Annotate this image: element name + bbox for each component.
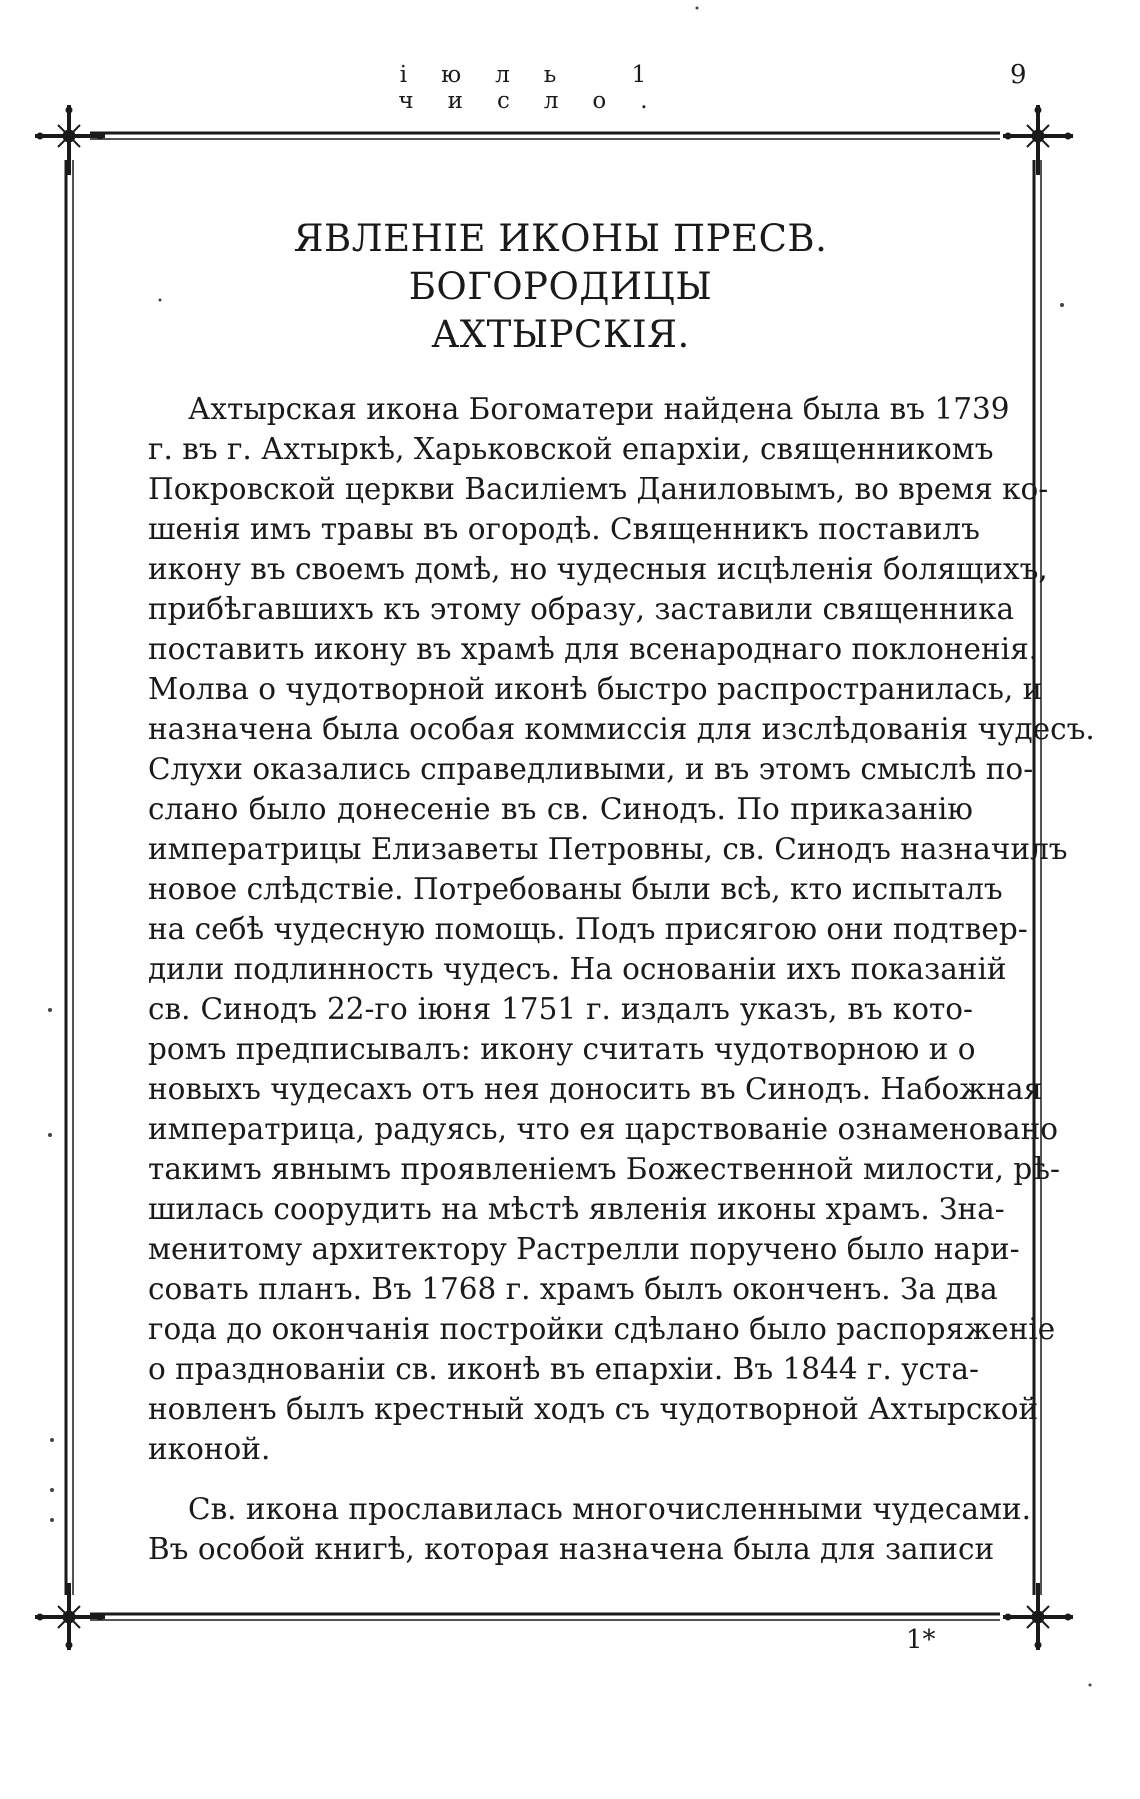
article: [148, 215, 1095, 1569]
text-line: императрица, радуясь, что ея царствованіе ознаменовано: [148, 1112, 1059, 1146]
text-line: Св. икона прославилась многочисленными чудесами.: [188, 1492, 1031, 1526]
article-title: [148, 215, 973, 359]
corner-ornament-top-right: [1003, 105, 1073, 175]
text-line: менитому архитектору Растрелли поручено было нари-: [148, 1232, 1020, 1266]
text-line: г. въ г. Ахтыркѣ, Харьковской епархіи, священникомъ: [148, 432, 994, 466]
text-line: шилась соорудить на мѣстѣ явленія иконы храмъ. Зна-: [148, 1192, 1005, 1226]
text-line: Ахтырская икона Богоматери найдена была въ 1739: [188, 392, 1010, 426]
text-line: Слухи оказались справедливыми, и въ этомъ смыслѣ по-: [148, 752, 1034, 786]
text-line: дили подлинность чудесъ. На основаніи ихъ показаній: [148, 952, 1007, 986]
text-line: совать планъ. Въ 1768 г. храмъ былъ оконченъ. За два: [148, 1272, 998, 1306]
text-line: слано было донесеніе въ св. Синодъ. По приказанію: [148, 792, 973, 826]
text-line: новленъ былъ крестный ходъ съ чудотворной Ахтырской: [148, 1392, 1039, 1426]
text-line: императрицы Елизаветы Петровны, св. Синодъ назначилъ: [148, 832, 1068, 866]
text-line: такимъ явнымъ проявленіемъ Божественной милости, рѣ-: [148, 1152, 1060, 1186]
text-line: иконой.: [148, 1432, 271, 1466]
title-line: АХТЫРСКІЯ.: [431, 313, 690, 356]
text-line: поставить икону въ храмѣ для всенароднаго поклоненія.: [148, 632, 1039, 666]
text-line: новыхъ чудесахъ отъ нея доносить въ Синодъ. Набожная: [148, 1072, 1043, 1106]
text-line: икону въ своемъ домѣ, но чудесныя исцѣленія болящихъ,: [148, 552, 1048, 586]
text-line: прибѣгавшихъ къ этому образу, заставили священника: [148, 592, 1015, 626]
text-line: года до окончанія постройки сдѣлано было распоряженіе: [148, 1312, 1056, 1346]
title-line: ЯВЛЕНІЕ ИКОНЫ ПРЕСВ. БОГОРОДИЦЫ: [293, 217, 828, 308]
paragraph-2: [148, 1489, 1031, 1569]
text-line: Въ особой книгѣ, которая назначена была для записи: [148, 1532, 995, 1566]
running-head: іюль 1 число.: [398, 62, 682, 114]
text-line: новое слѣдствіе. Потребованы были всѣ, кто испыталъ: [148, 872, 1003, 906]
text-line: ромъ предписывалъ: икону считать чудотворною и о: [148, 1032, 976, 1066]
paragraph-1: [148, 389, 1095, 1469]
corner-ornament-bottom-right: [1003, 1583, 1073, 1650]
text-line: Покровской церкви Василіемъ Даниловымъ, во время ко-: [148, 472, 1049, 506]
text-line: св. Синодъ 22-го іюня 1751 г. издалъ указъ, въ кото-: [148, 992, 973, 1026]
text-line: шенія имъ травы въ огородѣ. Священникъ поставилъ: [148, 512, 980, 546]
text-line: на себѣ чудесную помощь. Подъ присягою они подтвер-: [148, 912, 1028, 946]
page-number: 9: [1010, 60, 1027, 90]
corner-ornament-bottom-left: [35, 1583, 105, 1650]
text-line: Молва о чудотворной иконѣ быстро распространилась, и: [148, 672, 1043, 706]
text-line: назначена была особая коммиссія для изслѣдованія чудесъ.: [148, 712, 1095, 746]
printer-signature-mark: 1*: [906, 1625, 936, 1655]
text-line: о празднованіи св. иконѣ въ епархіи. Въ 1844 г. уста-: [148, 1352, 979, 1386]
corner-ornament-top-left: [35, 105, 105, 175]
